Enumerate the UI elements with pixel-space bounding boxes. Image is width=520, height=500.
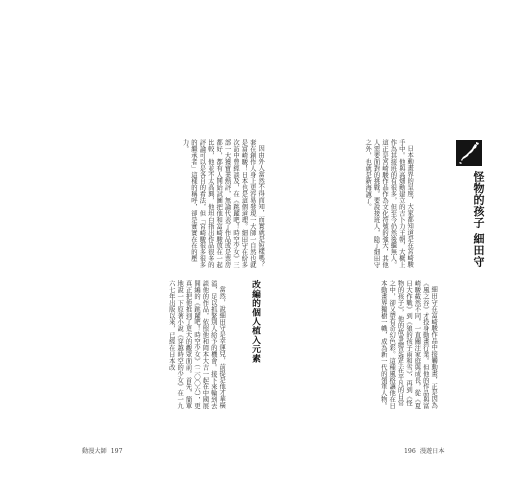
right-page-folio	[404, 446, 449, 455]
running-title: 漫遊日本	[419, 448, 445, 455]
page-number: 197	[110, 448, 123, 455]
paragraph: 日本動畫界的皇座，大家都知道是在宮崎駿手中。他與高畑勳建立的吉卜力王朝，大概上作為其接班的有很多，但至今仍然後繼無人。這正是宮崎駿作品作為文化符號的強大，其他人需要面對的挑戰。要說接班人，除了細田守之外，也就是新海誠了。	[364, 139, 414, 268]
chapter-title: 怪物的孩子 細田守	[472, 171, 485, 268]
left-page-folio	[82, 446, 127, 455]
section-heading: 改編的個人植入元素	[250, 280, 260, 363]
left-page-upper-text	[121, 139, 281, 270]
paragraph: 細田守在富崎駿作品中接觸動畫，正是因為《風之谷》才投身動畫行業。但他的作品與富崎駿截然不同，一直關注家庭與成長，從《夏日大作戰》到《狼的孩子雨和雪》，再到《怪物的孩子》，他的故事總是發生在平凡的日常之中，卻又帶有奇幻色彩。這種風格讓他在日本動畫界獨樹一幟，成為新一代的領軍人物。	[379, 280, 438, 409]
page-number: 196	[404, 448, 416, 455]
right-page-lower-text	[292, 280, 454, 411]
right-page-upper-text	[292, 139, 430, 270]
paragraph: 因由外人當然不得而知，而實就是短樣嗎？套在創作人身上更容易發現一大師一自然也就是富崎駿！日本也是這個道理。細田守在紛多次訪中曾經談及，在《跳躍吧！時空少女》三部一大獲寶業熱評，無論代表了作品或是票房都好，都有人開始試圖把他和富崎駿放在一起比較，他並不太高興，他坦白指出作品很多的評論可以是各自的看法，但「宮崎駿很多很多的繼承者」這樣的稱呼，卻是實實在在的壓力。	[181, 139, 265, 268]
running-title: 動漫大師	[82, 448, 107, 455]
left-page-lower-text	[88, 280, 242, 411]
paragraph: 當然，說細田守是幸運兒，前提是他才華橫溢，足以抓緊別人給予的機會。接下來輪到去談他的作品，依照他和岡本大吉一起在中國展開編的《跳躍吧！時空少女》（二〇〇六），更真正把他推到了更大的觀眾面前。首先，簡單地說一下原著小說《穿越時空的少女》在一九六七年出版以來，已經在日本改	[167, 280, 226, 410]
japan-map-icon	[456, 140, 482, 166]
